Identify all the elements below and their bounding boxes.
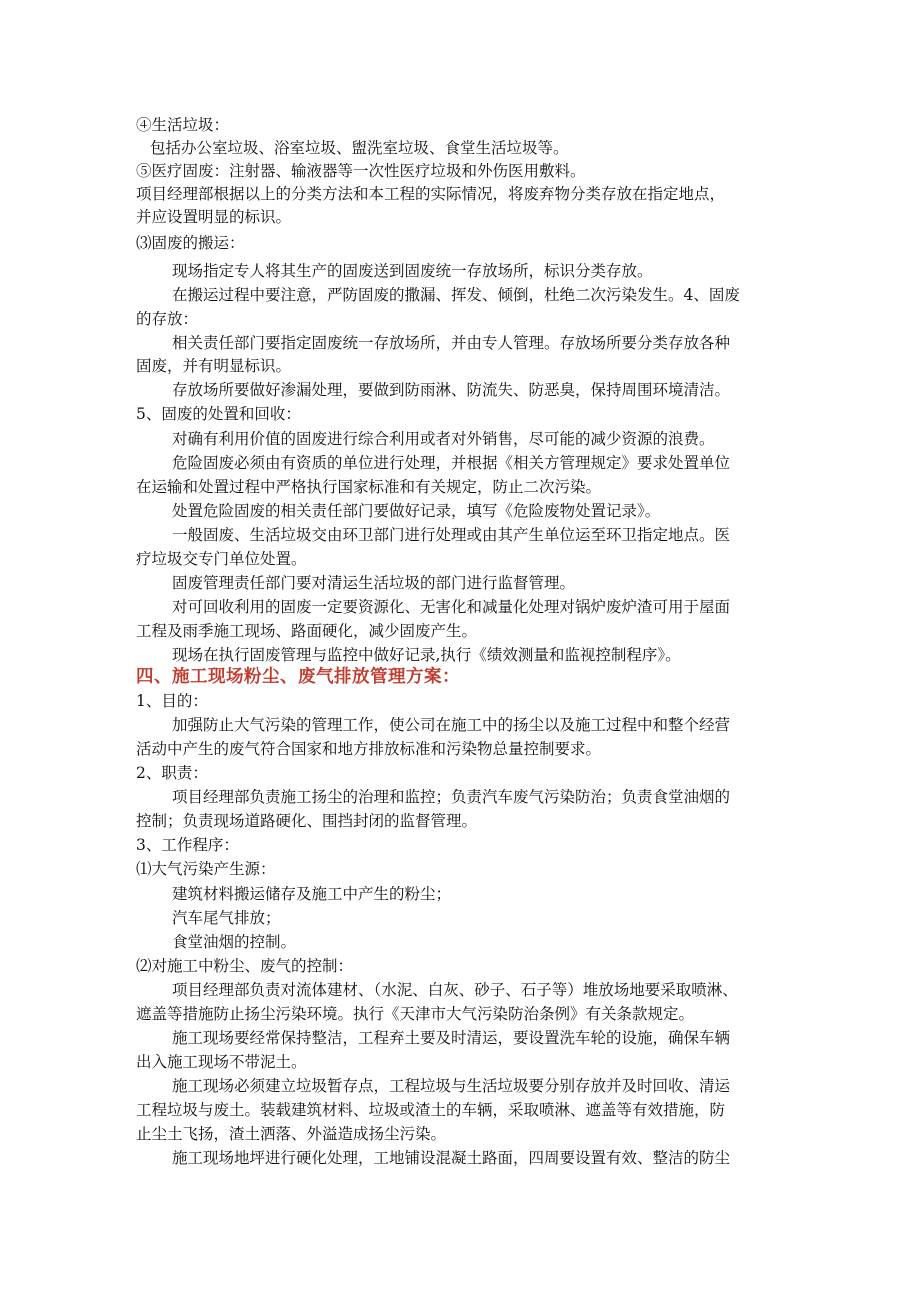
paragraph-line: 处置危险固废的相关责任部门要做好记录，填写《危险废物处置记录》。 (172, 502, 661, 520)
subsection-title: ⑶固废的搬运： (136, 234, 245, 252)
paragraph-line: 出入施工现场不带泥土。 (136, 1053, 307, 1071)
subsection-title: ⑵对施工中粉尘、废气的控制： (136, 957, 354, 975)
paragraph-line: 活动中产生的废气符合国家和地方排放标准和污染物总量控制要求。 (136, 740, 602, 758)
paragraph-line: 止尘土飞扬，渣土洒落、外溢造成扬尘污染。 (136, 1125, 447, 1143)
paragraph-line: 施工现场要经常保持整洁，工程弃土要及时清运，要设置洗车轮的设施，确保车辆 (172, 1029, 731, 1047)
paragraph-line: 在运输和处置过程中严格执行国家标准和有关规定，防止二次污染。 (136, 478, 602, 496)
section-title: 1、目的： (136, 692, 208, 710)
paragraph-line: 相关责任部门要指定固废统一存放场所，并由专人管理。存放场所要分类存放各种 (172, 334, 731, 352)
section-title: 3、工作程序： (136, 836, 239, 854)
paragraph-line: 一般固废、生活垃圾交由环卫部门进行处理或由其产生单位运至环卫指定地点。医 (172, 526, 731, 544)
section-title: 2、职责： (136, 764, 208, 782)
paragraph-line: 遮盖等措施防止扬尘污染环境。执行《天津市大气污染防治条例》有关条款规定。 (136, 1005, 695, 1023)
list-item-medical-waste: ⑤医疗固废：注射器、输液器等一次性医疗垃圾和外伤医用敷料。 (136, 162, 586, 180)
list-item-domestic-waste: ④生活垃圾： (136, 116, 230, 134)
paragraph-line: 疗垃圾交专门单位处置。 (136, 550, 307, 568)
paragraph-line: 加强防止大气污染的管理工作，使公司在施工中的扬尘以及施工过程中和整个经营 (172, 716, 731, 734)
paragraph-line: 包括办公室垃圾、浴室垃圾、盥洗室垃圾、食堂生活垃圾等。 (150, 139, 569, 157)
paragraph-line: 对确有利用价值的固废进行综合利用或者对外销售，尽可能的减少资源的浪费。 (172, 430, 715, 448)
chapter-heading: 四、施工现场粉尘、废气排放管理方案： (136, 667, 460, 687)
paragraph-line: 施工现场必须建立垃圾暂存点，工程垃圾与生活垃圾要分别存放并及时回收、清运 (172, 1077, 731, 1095)
paragraph-line: 现场在执行固废管理与监控中做好记录,执行《绩效测量和监视控制程序》。 (172, 646, 681, 664)
paragraph-line: 项目经理部根据以上的分类方法和本工程的实际情况，将废弃物分类存放在指定地点， (136, 185, 726, 203)
paragraph-line: 存放场所要做好渗漏处理，要做到防雨淋、防流失、防恶臭，保持周围环境清洁。 (172, 381, 731, 399)
paragraph-line: 工程垃圾与废土。装载建筑材料、垃圾或渣土的车辆，采取喷淋、遮盖等有效措施，防 (136, 1101, 726, 1119)
list-item: 建筑材料搬运储存及施工中产生的粉尘； (172, 885, 452, 903)
subsection-title: ⑴大气污染产生源： (136, 860, 276, 878)
paragraph-line: 现场指定专人将其生产的固废送到固废统一存放场所，标识分类存放。 (172, 262, 653, 280)
paragraph-line: 施工现场地坪进行硬化处理，工地铺设混凝土路面，四周要设置有效、整洁的防尘 (172, 1149, 731, 1167)
paragraph-line: 固废，并有明显标识。 (136, 357, 292, 375)
paragraph-line: 对可回收利用的固废一定要资源化、无害化和减量化处理对锅炉废炉渣可用于屋面 (172, 598, 731, 616)
paragraph-line: 的存放： (136, 310, 199, 328)
paragraph-line: 工程及雨季施工现场、路面硬化，减少固废产生。 (136, 622, 478, 640)
paragraph-line: 在搬运过程中要注意，严防固废的撒漏、挥发、倾倒，杜绝二次污染发生。4、固废 (172, 286, 740, 304)
paragraph-line: 并应设置明显的标识。 (136, 208, 292, 226)
paragraph-line: 危险固废必须由有资质的单位进行处理，并根据《相关方管理规定》要求处置单位 (172, 454, 731, 472)
paragraph-line: 项目经理部负责对流体建材、（水泥、白灰、砂子、石子等）堆放场地要采取喷淋、 (172, 981, 738, 999)
list-item: 食堂油烟的控制。 (172, 933, 297, 951)
paragraph-line: 项目经理部负责施工扬尘的治理和监控；负责汽车废气污染防治；负责食堂油烟的 (172, 788, 731, 806)
list-item: 汽车尾气排放； (172, 909, 281, 927)
paragraph-line: 固废管理责任部门要对清运生活垃圾的部门进行监督管理。 (172, 574, 576, 592)
section-title: 5、固废的处置和回收： (136, 405, 301, 423)
paragraph-line: 控制；负责现场道路硬化、围挡封闭的监督管理。 (136, 812, 478, 830)
